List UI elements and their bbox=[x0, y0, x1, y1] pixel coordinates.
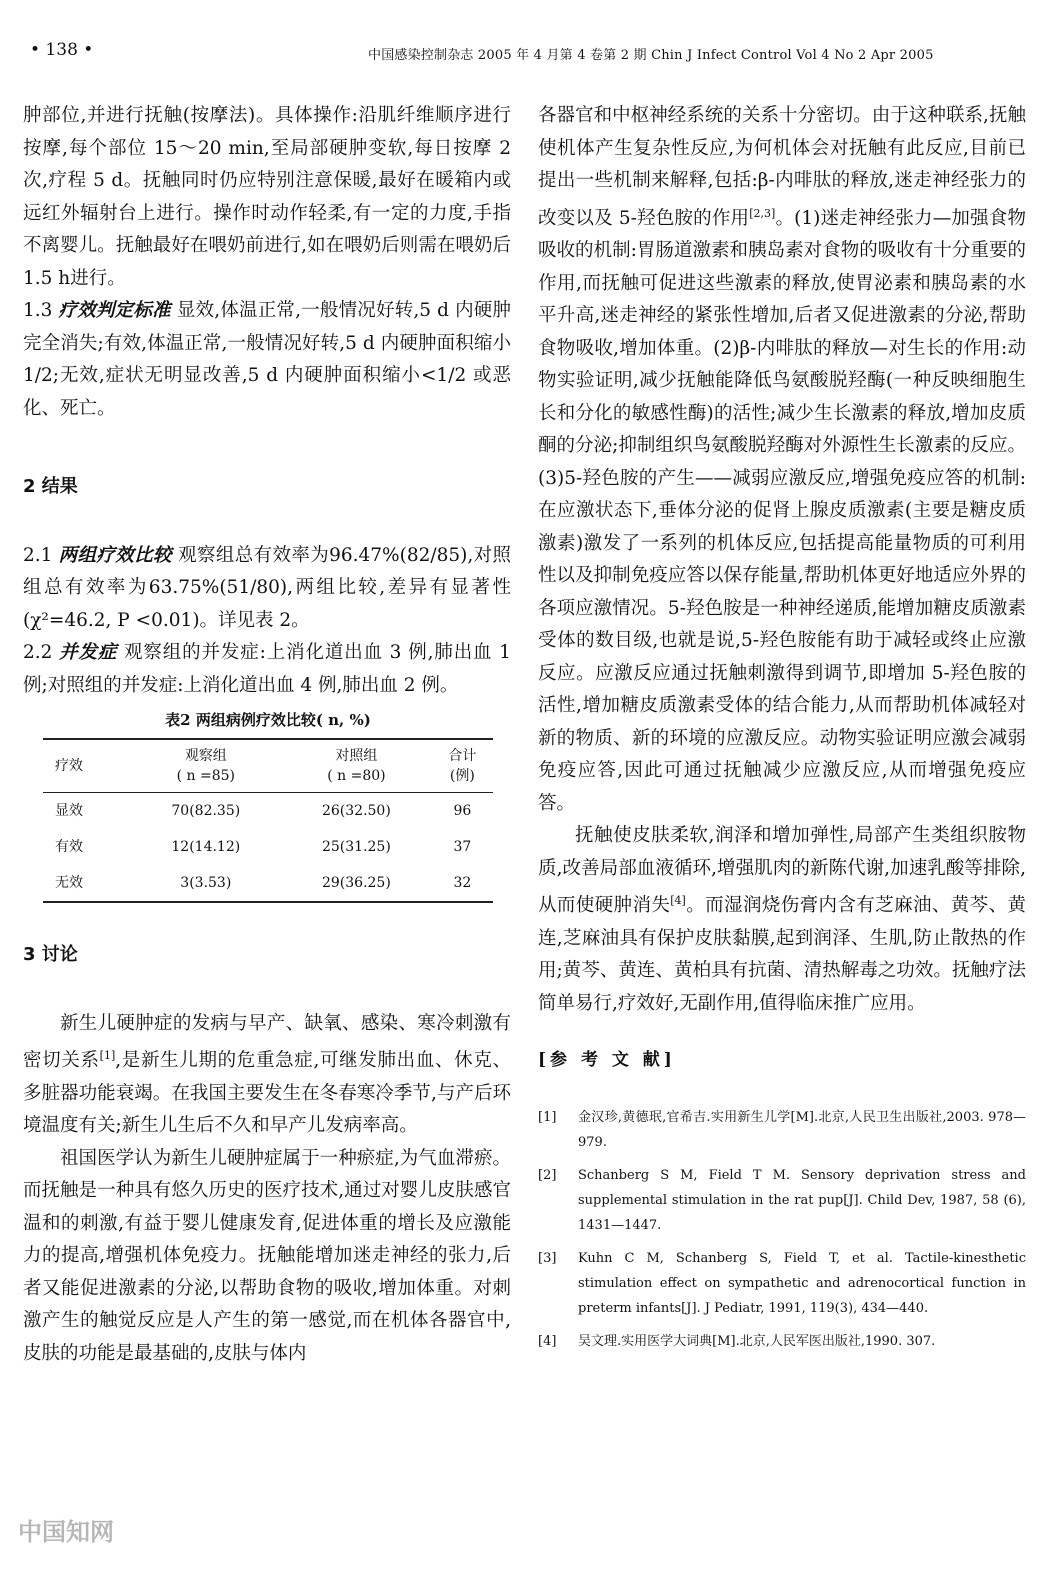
section-number: 1.3 bbox=[23, 300, 53, 321]
discussion-paragraph: 新生儿硬肿症的发病与早产、缺氧、感染、寒冷刺激有密切关系[1],是新生儿期的危重急症,可继发肺出血、休克、多脏器功能衰竭。在我国主要发生在冬春寒冷季节,与产后环境温度有关;新生儿生后不久和早产儿发病率高。 bbox=[23, 1012, 511, 1137]
discussion-paragraph: 各器官和中枢神经系统的关系十分密切。由于这种联系,抚触使机体产生复杂性反应,为何机体会对抚触有此反应,目前已提出一些机制来解释,包括:β-内啡肽的释放,迷走神经张力的改变以及 5-羟色胺的作用[2,3]。(1)迷走神经张力—加强食物吸收的机制:胃肠道激素和胰岛素对食物的吸收有十分重要的作用,而抚触可促进这些激素的释放,使胃泌素和胰岛素的水平升高,迷走神经的紧张性增加,后者又促进激素的分泌,帮助食物吸收,增加体重。(2)β-内啡肽的释放—对生长的作用:动物实验证明,减少抚触能降低鸟氨酸脱羟酶(一种反映细胞生长和分化的敏感性酶)的活性;减少生长激素的释放,增加皮质酮的分泌;抑制组织鸟氨酸脱羟酶对外源性生长激素的反应。(3)5-羟色胺的产生——减弱应激反应,增强免疫应答的机制:在应激状态下,垂体分泌的促肾上腺皮质激素(主要是糖皮质激素)激发了一系列的机体反应,包括提高能量物质的可利用性以及抑制免疫应答以保存能量,帮助机体更好地适应外界的各项应激情况。5-羟色胺是一种神经递质,能增加糖皮质激素受体的数目级,也就是说,5-羟色胺能有助于减轻或终止应激反应。应激反应通过抚触刺激得到调节,即增加 5-羟色胺的活性,增加糖皮质激素受体的结合能力,从而帮助机体减轻对新的物质、新的环境的应激反应。动物实验证明应激会减弱免疫应答,因此可通过抚触减少应激反应,从而增强免疫应答。 bbox=[538, 105, 1026, 814]
table-cell: 显效 bbox=[55, 803, 83, 819]
table-header: 对照组 ( n =80) bbox=[327, 748, 386, 784]
table-cell: 12(14.12) bbox=[171, 839, 241, 855]
reference-item bbox=[538, 1329, 1026, 1354]
reference-text: Kuhn C M, Schanberg S, Field T, et al. Tactile-kinesthetic stimulation effect on sympathetic and adrenocortical function in preterm infants[J]. J Pediatr, 1991, 119(3), 434—440. bbox=[578, 1250, 1026, 1316]
section-1-3 bbox=[23, 295, 511, 425]
section-2-1 bbox=[23, 540, 511, 638]
reference-text: Schanberg S M, Field T M. Sensory deprivation stress and supplemental stimulation in the rat pup[J]. Child Dev, 1987, 58 (6), 1431—1447. bbox=[578, 1167, 1026, 1233]
right-column bbox=[538, 100, 1026, 1362]
table-row bbox=[43, 865, 493, 902]
discussion-paragraph: 抚触使皮肤柔软,润泽和增加弹性,局部产生类组织胺物质,改善局部血液循环,增强肌肉的新陈代谢,加速乳酸等排除,从而使硬肿消失[4]。而湿润烧伤膏内含有芝麻油、黄芩、黄连,芝麻油具有保护皮肤黏膜,起到润泽、生肌,防止散热的作用;黄芩、黄连、黄柏具有抗菌、清热解毒之功效。抚触疗法简单易行,疗效好,无副作用,值得临床推广应用。 bbox=[538, 825, 1026, 1014]
section-2-heading: 2 结果 bbox=[23, 476, 78, 497]
table-header: 疗效 bbox=[55, 758, 83, 774]
section-text: 观察组总有效率为96.47%(82/85),对照组总有效率为63.75%(51/80),两组比较,差异有显著性(χ²=46.2, P <0.01)。详见表 2。 bbox=[23, 544, 511, 631]
reference-item bbox=[538, 1246, 1026, 1321]
reference-number: [3] bbox=[538, 1250, 557, 1266]
method-paragraph: 肿部位,并进行抚触(按摩法)。具体操作:沿肌纤维顺序进行按摩,每个部位 15～20 min,至局部硬肿变软,每日按摩 2 次,疗程 5 d。抚触同时仍应特别注意保暖,最好在暖箱内或远红外辐射台上进行。操作时动作轻柔,有一定的力度,手指不离婴儿。抚触最好在喂奶前进行,如在喂奶后则需在喂奶后 1.5 h进行。 bbox=[23, 105, 511, 289]
table-header: 观察组 ( n =85) bbox=[176, 748, 235, 784]
reference-item bbox=[538, 1105, 1026, 1155]
table-cell: 96 bbox=[453, 803, 472, 819]
table-cell: 无效 bbox=[55, 875, 83, 891]
table-cell: 3(3.53) bbox=[180, 875, 232, 891]
left-column bbox=[23, 100, 511, 1370]
table-cell: 29(36.25) bbox=[321, 875, 391, 891]
references-list bbox=[538, 1105, 1026, 1354]
section-text: 观察组的并发症:上消化道出血 3 例,肺出血 1 例;对照组的并发症:上消化道出血 4 例,肺出血 2 例。 bbox=[23, 642, 511, 696]
section-2-2 bbox=[23, 637, 511, 702]
table-header: 合计 (例) bbox=[448, 748, 477, 784]
table-cell: 37 bbox=[453, 839, 472, 855]
journal-citation: 中国感染控制杂志 2005 年 4 月第 4 卷第 2 期 Chin J Infect Control Vol 4 No 2 Apr 2005 bbox=[368, 48, 934, 63]
citation-ref: [1] bbox=[99, 1049, 116, 1062]
section-number: 2.1 bbox=[23, 544, 53, 566]
watermark-logo: 中国知网 bbox=[18, 1518, 114, 1546]
page-number: • 138 • bbox=[30, 40, 94, 60]
citation-ref: [2,3] bbox=[749, 206, 776, 220]
citation-ref: [4] bbox=[670, 894, 686, 908]
reference-number: [1] bbox=[538, 1109, 557, 1125]
section-number: 2.2 bbox=[23, 642, 53, 663]
reference-number: [4] bbox=[538, 1333, 557, 1349]
results-table bbox=[43, 710, 493, 903]
discussion-paragraph: 祖国医学认为新生儿硬肿症属于一种瘀症,为气血滞瘀。而抚触是一种具有悠久历史的医疗技术,通过对婴儿皮肤感官温和的刺激,有益于婴儿健康发育,促进体重的增长及应激能力的提高,增强机体免疫力。抚触能增加迷走神经的张力,后者又能促进激素的分泌,以帮助食物的吸收,增加体重。对刺激产生的触觉反应是人产生的第一感觉,而在机体各器官中,皮肤的功能是最基础的,皮肤与体内 bbox=[23, 1147, 511, 1364]
table-cell: 25(31.25) bbox=[321, 839, 391, 855]
reference-text: 吴文理.实用医学大词典[M].北京,人民军医出版社,1990. 307. bbox=[578, 1333, 936, 1349]
references-heading: [参 考 文 献] bbox=[538, 1050, 676, 1071]
table-cell: 有效 bbox=[55, 839, 83, 855]
table-caption: 表2 两组病例疗效比较( n, %) bbox=[165, 711, 371, 729]
table-cell: 32 bbox=[453, 875, 472, 891]
page-header bbox=[0, 0, 1045, 78]
table-cell: 26(32.50) bbox=[321, 803, 391, 819]
section-title: 并发症 bbox=[59, 642, 118, 663]
reference-text: 金汉珍,黄德珉,官希吉.实用新生儿学[M].北京,人民卫生出版社,2003. 978—979. bbox=[578, 1109, 1026, 1150]
table-row bbox=[43, 793, 493, 830]
section-title: 两组疗效比较 bbox=[58, 544, 172, 566]
reference-number: [2] bbox=[538, 1167, 557, 1183]
table-cell: 70(82.35) bbox=[171, 803, 241, 819]
reference-item bbox=[538, 1163, 1026, 1238]
section-3-heading: 3 讨论 bbox=[23, 944, 78, 965]
section-title: 疗效判定标准 bbox=[58, 300, 171, 321]
section-text: 显效,体温正常,一般情况好转,5 d 内硬肿完全消失;有效,体温正常,一般情况好转,5 d 内硬肿面积缩小 1/2;无效,症状无明显改善,5 d 内硬肿面积缩小<1/2 或恶化、死亡。 bbox=[23, 300, 511, 419]
table-row bbox=[43, 829, 493, 865]
